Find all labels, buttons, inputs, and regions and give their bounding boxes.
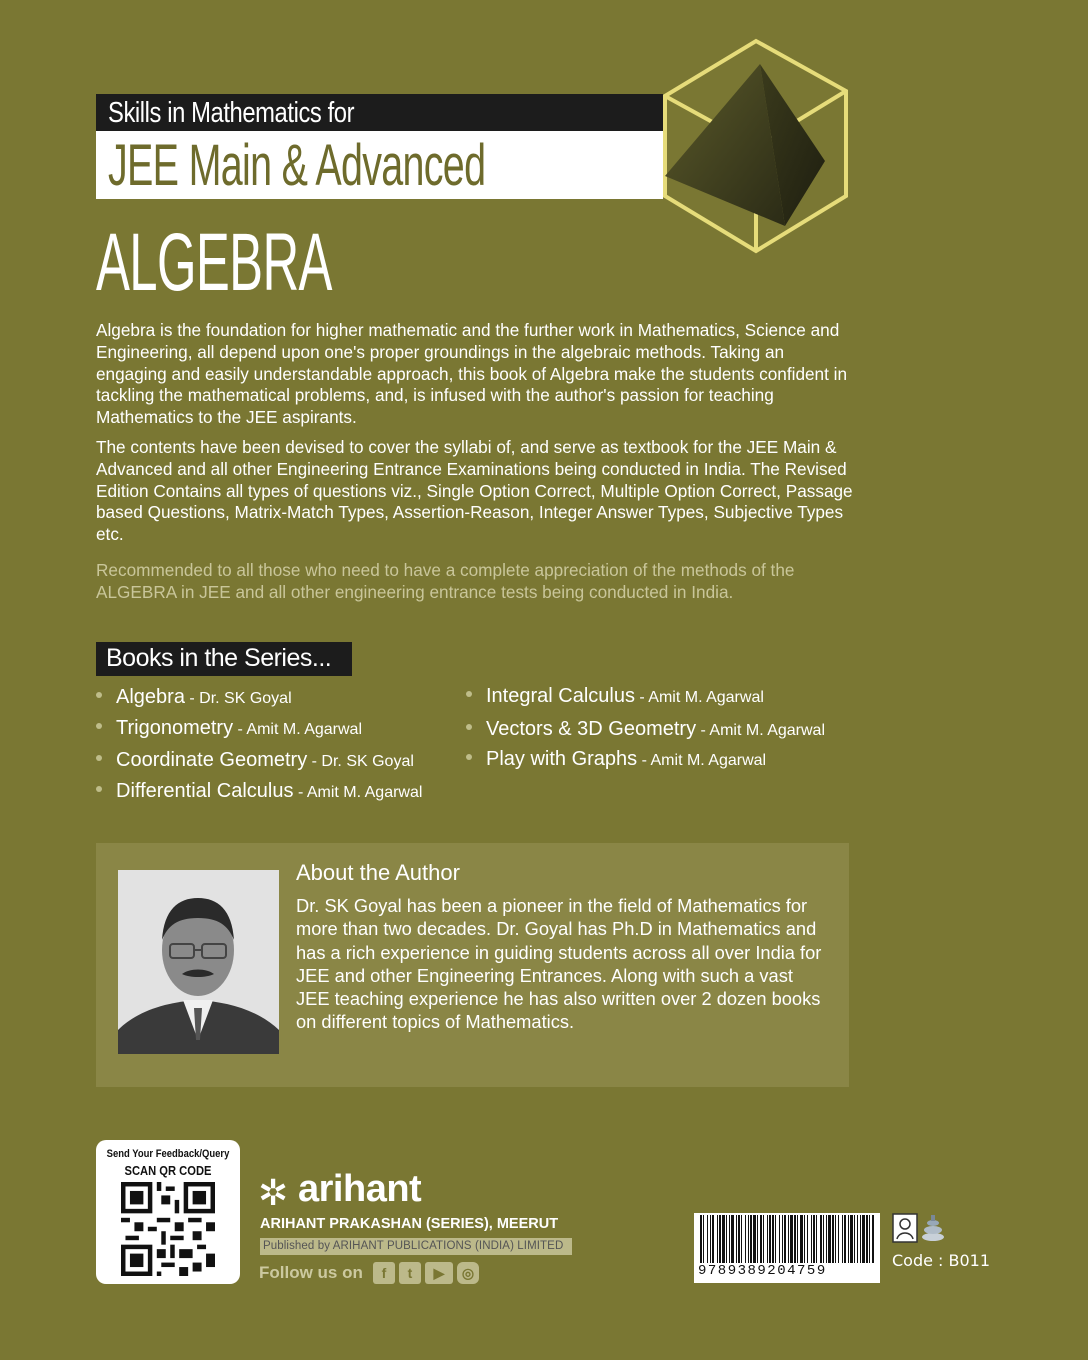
book-title: Algebra <box>116 686 185 708</box>
barcode-bar <box>804 1215 805 1263</box>
publisher-logo: arihant <box>298 1168 422 1210</box>
description-paragraph-1: Algebra is the foundation for higher mathematic and the further work in Mathematics, Science and Engineering, all depend upon one's proper groundings in the algebraic methods. Taking an engaging and easily understandable approach, this book of Algebra make the students confident in tackling the mathematical problems, and, is infused with the author's passion for teaching Mathematics to the JEE aspirants. <box>96 320 848 428</box>
barcode-bar <box>842 1215 843 1263</box>
barcode-bar <box>826 1215 827 1263</box>
barcode-bar <box>850 1215 853 1263</box>
barcode-bar <box>854 1215 855 1263</box>
book-item <box>96 717 362 740</box>
book-author: - Amit M. Agarwal <box>634 689 764 706</box>
barcode-bar <box>813 1215 815 1263</box>
barcode-bar <box>807 1215 808 1263</box>
barcode-bar <box>741 1215 742 1263</box>
barcode-bar <box>760 1215 762 1263</box>
barcode-bar <box>700 1215 702 1263</box>
barcode-bar <box>745 1215 746 1263</box>
bullet-icon <box>466 691 472 697</box>
book-item <box>466 685 764 708</box>
barcode-bar <box>838 1215 839 1263</box>
book-title: Vectors & 3D Geometry <box>486 718 697 740</box>
author-heading: About the Author <box>296 860 460 885</box>
barcode-bar <box>707 1215 708 1263</box>
book-author: - Amit M. Agarwal <box>696 722 825 739</box>
barcode-bar <box>717 1215 718 1263</box>
barcode-bar <box>763 1215 764 1263</box>
barcode-bar <box>790 1215 793 1263</box>
bullet-icon <box>96 723 102 729</box>
book-item <box>466 718 825 741</box>
barcode-bar <box>800 1215 803 1263</box>
cube-pyramid-graphic <box>660 36 852 256</box>
recommendation-paragraph: Recommended to all those who need to have a complete appreciation of the methods of the ALGEBRA in JEE and all other engineering entrance tests being conducted in India. <box>96 560 795 602</box>
barcode-bar <box>703 1215 704 1263</box>
barcode-bar <box>767 1215 768 1263</box>
barcode-bar <box>726 1215 727 1263</box>
barcode-bar <box>860 1215 861 1263</box>
barcode-bar <box>794 1215 796 1263</box>
publisher-name: ARIHANT PRAKASHAN (SERIES), MEERUT <box>260 1216 559 1232</box>
barcode-bar <box>719 1215 721 1263</box>
bullet-icon <box>96 755 102 761</box>
book-code: Code : B011 <box>892 1251 991 1270</box>
exam-label: JEE Main & Advanced <box>108 133 486 198</box>
barcode-bar <box>872 1215 874 1263</box>
author-bio: Dr. SK Goyal has been a pioneer in the field of Mathematics for more than two decades. Dr. Goyal has Ph.D in Mathematics and has a rich experience in guiding students across all over India for JEE and other Engineering Entrances. Along with such a vast JEE teaching experience he has also written over 2 dozen books on different topics of Mathematics. <box>296 895 822 1033</box>
facebook-icon[interactable]: f <box>373 1262 395 1284</box>
barcode-bar <box>869 1215 870 1263</box>
barcode-bar <box>784 1215 786 1263</box>
barcode-bar <box>844 1215 846 1263</box>
barcode-bar <box>769 1215 771 1263</box>
published-by-text: Published by ARIHANT PUBLICATIONS (INDIA) LIMITED <box>263 1240 564 1252</box>
book-author: - Amit M. Agarwal <box>233 721 362 738</box>
twitter-icon[interactable]: t <box>399 1262 421 1284</box>
barcode-bar <box>775 1215 776 1263</box>
barcode-bar <box>772 1215 774 1263</box>
book-title: Differential Calculus <box>116 780 294 802</box>
book-item <box>96 780 422 803</box>
book-title: Coordinate Geometry <box>116 749 308 771</box>
barcode-bar <box>782 1215 783 1263</box>
barcode-bar <box>788 1215 789 1263</box>
barcode-bar <box>811 1215 812 1263</box>
book-item <box>96 749 414 772</box>
barcode-bar <box>722 1215 725 1263</box>
isbn-number: 9789389204759 <box>698 1263 827 1279</box>
barcode-bar <box>779 1215 780 1263</box>
youtube-icon[interactable]: ▶ <box>425 1262 453 1284</box>
barcode-bar <box>828 1215 831 1263</box>
book-author: - Amit M. Agarwal <box>637 752 767 769</box>
barcode-bar <box>857 1215 858 1263</box>
arihant-star-icon: ✲ <box>258 1172 289 1213</box>
barcode-bar <box>816 1215 817 1263</box>
barcode-bar <box>736 1215 737 1263</box>
barcode-bar <box>738 1215 740 1263</box>
book-author: - Dr. SK Goyal <box>184 690 292 707</box>
bullet-icon <box>96 692 102 698</box>
barcode-bars <box>694 1213 880 1265</box>
barcode-bar <box>712 1215 714 1263</box>
barcode-bar <box>710 1215 711 1263</box>
subject-title: ALGEBRA <box>96 217 332 308</box>
book-item <box>466 748 766 771</box>
book-title: Integral Calculus <box>486 685 635 707</box>
eco-badge-icon <box>920 1213 946 1243</box>
certification-icon <box>892 1213 918 1243</box>
bullet-icon <box>96 786 102 792</box>
book-title: Trigonometry <box>116 717 234 739</box>
follow-label: Follow us on <box>259 1263 363 1282</box>
qr-feedback-label: Send Your Feedback/Query <box>106 1148 230 1160</box>
barcode-bar <box>729 1215 730 1263</box>
barcode-bar <box>866 1215 868 1263</box>
portrait-image <box>118 870 279 1054</box>
qr-scan-label: SCAN QR CODE <box>124 1163 212 1178</box>
qr-code-icon[interactable] <box>121 1182 215 1276</box>
barcode-bar <box>832 1215 834 1263</box>
barcode-bar <box>823 1215 824 1263</box>
book-author: - Dr. SK Goyal <box>307 753 414 770</box>
barcode-bar <box>797 1215 798 1263</box>
bullet-icon <box>466 754 472 760</box>
barcode-bar <box>835 1215 836 1263</box>
book-title: Play with Graphs <box>486 748 638 770</box>
barcode-bar <box>753 1215 756 1263</box>
description-paragraph-2: The contents have been devised to cover the syllabi of, and serve as textbook for the JEE Main & Advanced and all other Engineering Entrance Examinations being conducted in India. The Revised Edition Contains all types of questions viz., Single Option Correct, Multiple Option Correct, Passage based Questions, Matrix-Match Types, Assertion-Reason, Integer Answer Types, Subjective Types etc. <box>96 437 853 545</box>
barcode-bar <box>848 1215 849 1263</box>
book-item <box>96 686 292 709</box>
barcode-bar <box>820 1215 822 1263</box>
instagram-icon[interactable]: ◎ <box>457 1262 479 1284</box>
book-author: - Amit M. Agarwal <box>293 784 423 801</box>
author-photo <box>118 870 279 1054</box>
series-label: Skills in Mathematics for <box>108 97 355 129</box>
barcode-bar <box>748 1215 749 1263</box>
books-heading: Books in the Series... <box>106 644 332 672</box>
barcode-bar <box>731 1215 734 1263</box>
barcode-bar <box>862 1215 865 1263</box>
barcode-bar <box>750 1215 752 1263</box>
bullet-icon <box>466 724 472 730</box>
barcode-bar <box>757 1215 758 1263</box>
